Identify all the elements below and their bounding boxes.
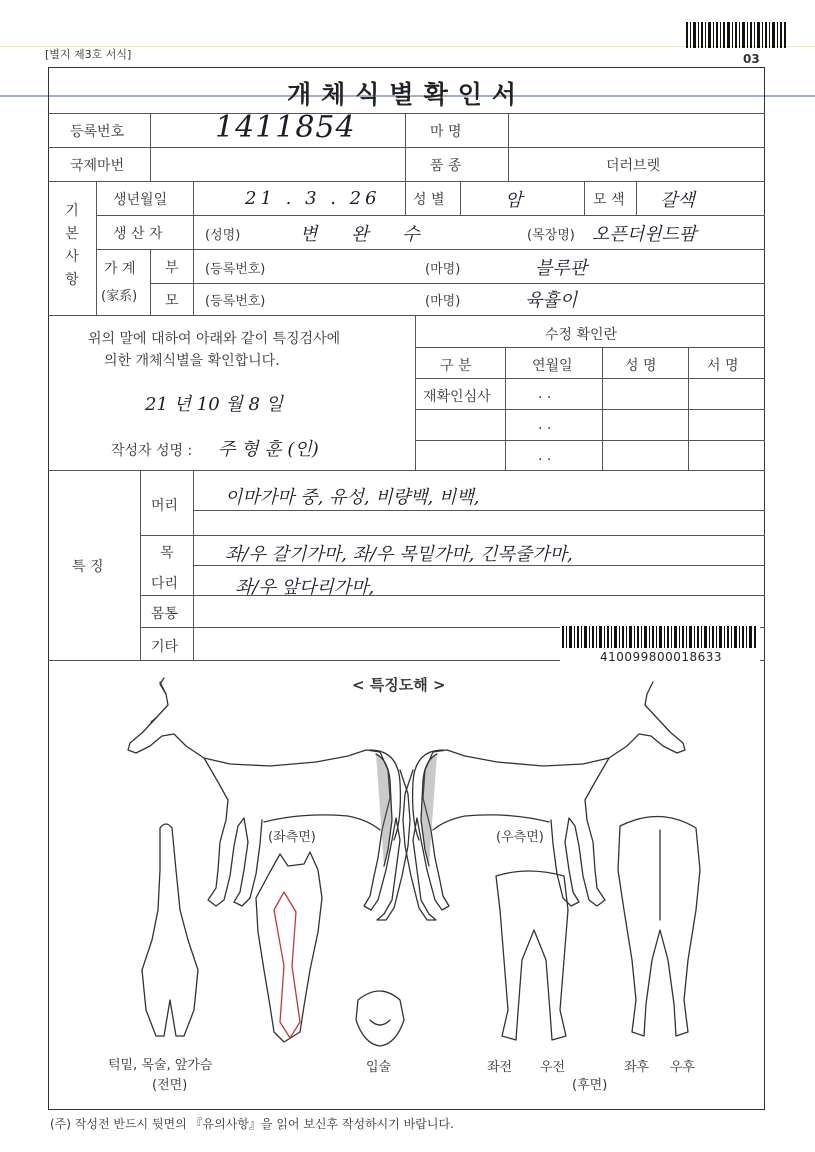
revision-row1-category: 재확인심사 bbox=[423, 389, 491, 405]
dam-name-label: (마명) bbox=[425, 294, 461, 309]
rear-caption: (후면) bbox=[572, 1078, 608, 1093]
legs-value: 좌/우 앞다리가마, bbox=[235, 577, 375, 598]
breed-value: 더러브렛 bbox=[606, 158, 661, 174]
left-side-horse bbox=[128, 678, 410, 920]
diagram-title: < 특징도해 > bbox=[352, 676, 446, 694]
horse-diagram bbox=[48, 670, 765, 1110]
rule bbox=[48, 113, 765, 114]
document-title: 개체식별확인서 bbox=[286, 80, 527, 109]
rule bbox=[405, 113, 406, 181]
revision-col-category: 구 분 bbox=[440, 358, 472, 374]
sire-reg-label: (등록번호) bbox=[205, 262, 266, 277]
rule bbox=[96, 181, 97, 315]
sex-label: 성 별 bbox=[413, 192, 445, 208]
pedigree-label: 가 계 bbox=[104, 261, 136, 277]
rear-right-leg-caption: 우후 bbox=[670, 1060, 696, 1075]
rule bbox=[636, 181, 637, 215]
head-label: 머리 bbox=[151, 498, 179, 514]
sire-name-value: 블루판 bbox=[535, 258, 588, 279]
rule bbox=[48, 315, 765, 316]
revision-title: 수정 확인란 bbox=[545, 327, 618, 343]
revision-row3-date: . . bbox=[538, 448, 552, 464]
author-label: 작성자 성명 : bbox=[111, 443, 193, 459]
rule bbox=[688, 347, 689, 470]
rule bbox=[140, 595, 765, 596]
rule bbox=[48, 181, 765, 182]
breeder-label: 생 산 자 bbox=[113, 226, 163, 242]
rule bbox=[150, 283, 765, 284]
author-value: 주 형 훈 (인) bbox=[218, 439, 319, 460]
right-side-horse bbox=[403, 682, 685, 920]
rule bbox=[140, 470, 141, 660]
revision-row2-date: . . bbox=[538, 417, 552, 433]
farm-value: 오픈더윈드팜 bbox=[592, 224, 697, 245]
front-caption: (전면) bbox=[152, 1078, 188, 1093]
front-left-leg-caption: 좌전 bbox=[487, 1060, 513, 1075]
registration-label: 등록번호 bbox=[70, 124, 125, 140]
revision-col-signature: 서 명 bbox=[707, 358, 739, 374]
neck-value: 좌/우 갈기가마, 좌/우 목밑가마, 긴목줄가마, bbox=[225, 544, 573, 565]
right-side-caption: (우측면) bbox=[496, 830, 544, 845]
rule bbox=[460, 181, 461, 215]
rule bbox=[150, 113, 151, 181]
rule bbox=[48, 470, 765, 471]
left-side-caption: (좌측면) bbox=[268, 830, 316, 845]
sire-label: 부 bbox=[165, 260, 179, 276]
microchip-label: 국제마번 bbox=[70, 158, 125, 174]
statement-line-2: 의한 개체식별을 확인합니다. bbox=[104, 353, 280, 369]
breed-label: 품 종 bbox=[430, 158, 462, 174]
rule bbox=[193, 181, 194, 315]
chest-caption: 턱밑, 목술, 앞가슴 bbox=[108, 1058, 213, 1073]
rule bbox=[508, 113, 509, 181]
dam-name-value: 육휼이 bbox=[525, 290, 578, 311]
rule bbox=[405, 181, 406, 215]
revision-row1-date: . . bbox=[538, 386, 552, 402]
front-legs-view bbox=[496, 871, 568, 1040]
revision-col-date: 연월일 bbox=[532, 358, 573, 374]
color-label: 모 색 bbox=[593, 192, 625, 208]
barcode-number: 410099800018633 bbox=[600, 650, 723, 664]
face-view bbox=[256, 852, 322, 1042]
farm-label: (목장명) bbox=[527, 228, 575, 243]
muzzle-view bbox=[356, 991, 404, 1046]
rule bbox=[193, 510, 765, 511]
front-chest-view bbox=[142, 824, 198, 1036]
rule bbox=[415, 347, 765, 348]
statement-line-1: 위의 말에 대하여 아래와 같이 특징검사에 bbox=[88, 331, 341, 347]
neck-label: 목 bbox=[160, 545, 174, 561]
rule bbox=[415, 440, 765, 441]
other-label: 기타 bbox=[151, 639, 179, 655]
top-barcode bbox=[686, 22, 786, 48]
revision-col-name: 성 명 bbox=[625, 358, 657, 374]
footer-note: (주) 작성전 반드시 뒷면의 『유의사항』을 읽어 보신후 작성하시기 바랍니다. bbox=[50, 1117, 454, 1131]
dam-label: 모 bbox=[165, 293, 179, 309]
birth-value: 21 . 3 . 26 bbox=[245, 188, 381, 209]
body-label: 몸통 bbox=[151, 606, 179, 622]
rule bbox=[584, 181, 585, 215]
page-number: 03 bbox=[743, 52, 760, 66]
rule bbox=[140, 535, 765, 536]
breeder-name-label: (성명) bbox=[205, 228, 241, 243]
rule bbox=[415, 378, 765, 379]
sex-value: 암 bbox=[505, 190, 523, 211]
pedigree-label-hanja: (家系) bbox=[101, 289, 138, 304]
rule bbox=[150, 249, 151, 315]
birth-label: 생년월일 bbox=[113, 192, 168, 208]
rear-view bbox=[618, 816, 700, 1036]
rule bbox=[415, 409, 765, 410]
rule bbox=[415, 315, 416, 470]
rule bbox=[96, 215, 765, 216]
breeder-name-value: 변 완 수 bbox=[300, 224, 434, 245]
form-code: [별지 제3호 서식] bbox=[45, 48, 132, 61]
legs-label: 다리 bbox=[151, 576, 179, 592]
rule bbox=[48, 147, 765, 148]
dam-reg-label: (등록번호) bbox=[205, 294, 266, 309]
features-section-label: 특 징 bbox=[72, 559, 104, 575]
basic-info-section-label: 기본사항 bbox=[65, 203, 79, 288]
rule bbox=[602, 347, 603, 470]
head-value: 이마가마 중, 유성, 비량백, 비백, bbox=[225, 487, 480, 508]
sire-name-label: (마명) bbox=[425, 262, 461, 277]
registration-value: 1411854 bbox=[215, 110, 356, 145]
muzzle-caption: 입술 bbox=[366, 1060, 392, 1075]
rule bbox=[96, 249, 765, 250]
rear-left-leg-caption: 좌후 bbox=[624, 1060, 650, 1075]
confirmation-date: 21 년 10 월 8 일 bbox=[145, 394, 284, 415]
horse-name-label: 마 명 bbox=[430, 124, 462, 140]
front-right-leg-caption: 우전 bbox=[540, 1060, 566, 1075]
rule bbox=[505, 347, 506, 470]
color-value: 갈색 bbox=[660, 190, 695, 211]
